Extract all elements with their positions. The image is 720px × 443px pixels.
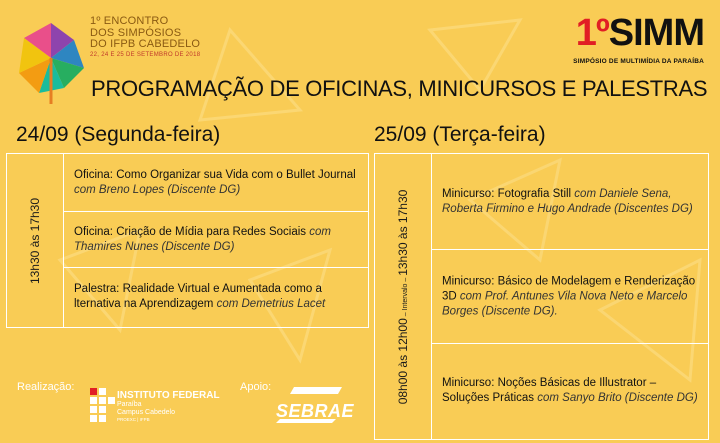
item-title: Criação de Mídia para Redes Sociais xyxy=(113,225,307,238)
day2-schedule xyxy=(374,153,709,440)
item-kind: Oficina: xyxy=(74,168,113,181)
apoio-label: Apoio: xyxy=(240,381,272,393)
day1-item xyxy=(64,268,368,326)
day1-title: 24/09 (Segunda-feira) xyxy=(16,123,221,146)
if-campus-state: Paraíba xyxy=(117,401,142,408)
if-name: INSTITUTO FEDERAL xyxy=(117,390,220,401)
day2-time-column xyxy=(375,154,432,439)
day2-rows xyxy=(432,154,708,439)
instituto-federal-text xyxy=(117,390,220,422)
item-kind: Minicurso: xyxy=(442,275,495,287)
day2-time-break: – Intervalo – xyxy=(402,275,409,318)
day2-time xyxy=(396,189,410,404)
item-speaker: com Sanyo Brito (Discente DG) xyxy=(534,392,698,404)
encontro-line3: DO IFPB CABEDELO xyxy=(90,38,201,50)
if-campus-name: Campus Cabedelo xyxy=(117,409,175,416)
encontro-dates: 22, 24 E 25 DE SETEMBRO DE 2018 xyxy=(90,51,201,58)
encontro-pinwheel-logo xyxy=(14,18,88,104)
if-sub: PROEXC | IFPB xyxy=(117,417,150,422)
day2-time-afternoon: 13h30 às 17h30 xyxy=(396,189,410,276)
day2-item xyxy=(432,250,708,344)
item-speaker: com Demetrius Lacet xyxy=(213,298,326,310)
day1-item xyxy=(64,212,368,268)
encontro-title xyxy=(90,16,230,58)
item-kind: Oficina: xyxy=(74,225,113,238)
day2-time-morning: 08h00 às 12h00 xyxy=(396,317,410,404)
day1-schedule xyxy=(6,153,369,328)
item-title: Noções Básicas de Illustrator – Soluções Práticas xyxy=(442,377,657,404)
item-title: Fotografia Still xyxy=(494,187,572,200)
item-kind: Minicurso: xyxy=(442,377,495,389)
simm-logo xyxy=(554,14,704,65)
simm-prefix: 1º xyxy=(575,12,609,54)
day1-time: 13h30 às 17h30 xyxy=(28,197,42,284)
item-speaker: com Prof. Antunes Vila Nova Neto e Marcelo Borges (Discente DG). xyxy=(442,290,688,317)
simm-name: SIMM xyxy=(608,12,704,54)
day1-time-column xyxy=(7,154,64,327)
item-title: Básico de Modelagem e Renderização 3D xyxy=(442,275,696,302)
day2-item xyxy=(432,154,708,250)
day2-title: 25/09 (Terça-feira) xyxy=(374,123,546,146)
encontro-line2: DOS SIMPÓSIOS xyxy=(90,26,182,39)
day1-rows xyxy=(64,154,368,327)
item-title: Realidade Virtual e Aumentada como a lternativa na Aprendizagem xyxy=(74,283,322,310)
realizacao-label: Realização: xyxy=(17,381,75,393)
simm-subtitle: SIMPÓSIO DE MULTIMÍDIA DA PARAÍBA xyxy=(573,58,704,65)
item-title: Como Organizar sua Vida com o Bullet Journal xyxy=(113,168,356,181)
item-speaker: com Daniele Sena, Roberta Firmino e Hugo Andrade (Discentes DG) xyxy=(442,187,693,215)
sebrae-wordmark: SEBRAE xyxy=(276,401,355,421)
item-speaker: com Breno Lopes (Discente DG) xyxy=(74,183,241,196)
day2-item xyxy=(432,344,708,438)
page-title: PROGRAMAÇÃO DE OFICINAS, MINICURSOS E PALESTRAS xyxy=(91,76,708,101)
day1-item xyxy=(64,154,368,212)
encontro-line1: 1º ENCONTRO xyxy=(90,15,169,27)
item-kind: Minicurso: xyxy=(442,187,495,200)
item-speaker: com Thamires Nunes (Discente DG) xyxy=(74,225,331,253)
item-kind: Palestra: xyxy=(74,283,120,295)
